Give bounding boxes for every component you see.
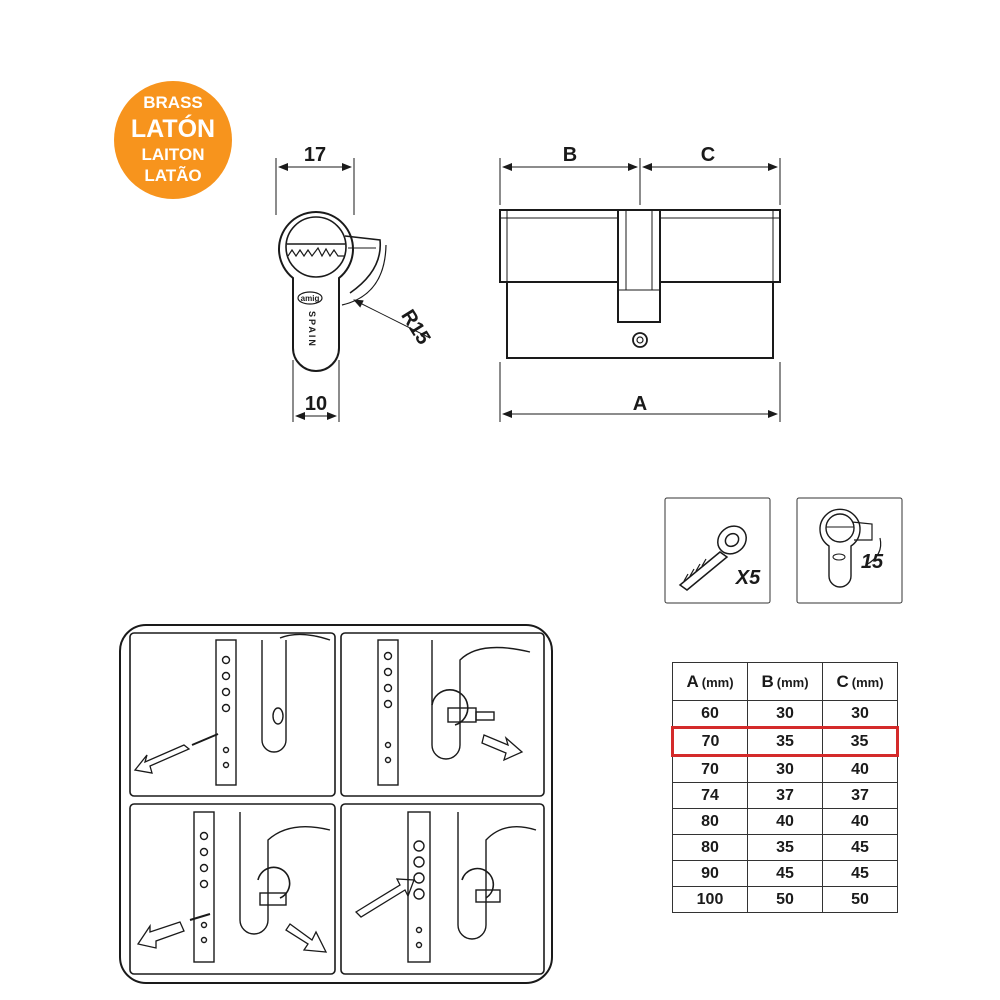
table-cell: 60: [673, 701, 748, 728]
table-cell: 70: [673, 728, 748, 756]
side-view: [500, 144, 780, 422]
table-row: [673, 809, 898, 835]
table-cell: 37: [748, 783, 823, 809]
table-row: [673, 835, 898, 861]
size-table: [671, 662, 899, 913]
table-row: [673, 701, 898, 728]
table-cell: 40: [748, 809, 823, 835]
step-4-fix-screw: [356, 812, 536, 962]
table-row: [673, 861, 898, 887]
table-cell: 45: [823, 861, 898, 887]
header-a: A (mm): [673, 663, 748, 701]
table-cell: 35: [748, 835, 823, 861]
cam-angle-label: 15: [860, 551, 884, 573]
table-cell: 50: [748, 887, 823, 913]
table-cell: 80: [673, 809, 748, 835]
table-cell: 37: [823, 783, 898, 809]
badge-line-4: LATÃO: [144, 166, 202, 185]
table-cell: 74: [673, 783, 748, 809]
table-row: [673, 783, 898, 809]
step-3-insert-cylinder: [138, 812, 330, 962]
dim-c-label: C: [700, 144, 716, 166]
header-b: B (mm): [748, 663, 823, 701]
front-view: [276, 144, 435, 422]
table-cell: 80: [673, 835, 748, 861]
cam-icon-box: [797, 498, 902, 603]
badge-line-1: BRASS: [143, 93, 203, 112]
origin-text: SPAIN: [307, 311, 317, 348]
table-cell: 50: [823, 887, 898, 913]
badge-line-3: LAITON: [141, 145, 205, 164]
material-badge: [114, 81, 232, 199]
size-table-body: [673, 701, 898, 913]
step-1-remove-screw: [135, 634, 330, 785]
header-c: C (mm): [823, 663, 898, 701]
brand-logo-text: amig: [300, 294, 320, 303]
table-cell: 30: [748, 756, 823, 783]
step-2-turn-key: [378, 640, 530, 785]
table-cell: 40: [823, 809, 898, 835]
table-cell: 40: [823, 756, 898, 783]
table-row: [673, 887, 898, 913]
dim-r15-label: R15: [396, 305, 435, 349]
dim-17-label: 17: [303, 144, 327, 166]
table-cell: 45: [823, 835, 898, 861]
table-row: [673, 728, 898, 756]
dim-a-label: A: [632, 393, 648, 415]
dim-b-label: B: [562, 144, 578, 166]
table-cell: 30: [748, 701, 823, 728]
table-cell: 35: [823, 728, 898, 756]
size-table-header: [673, 663, 898, 701]
table-cell: 45: [748, 861, 823, 887]
badge-line-2: LATÓN: [130, 115, 216, 143]
table-cell: 100: [673, 887, 748, 913]
table-row: [673, 756, 898, 783]
table-cell: 90: [673, 861, 748, 887]
table-cell: 35: [748, 728, 823, 756]
table-cell: 70: [673, 756, 748, 783]
installation-panel: [120, 625, 552, 983]
table-cell: 30: [823, 701, 898, 728]
dim-10-label: 10: [304, 393, 328, 415]
keys-count-label: X5: [735, 567, 761, 589]
keys-icon-box: [665, 498, 770, 603]
